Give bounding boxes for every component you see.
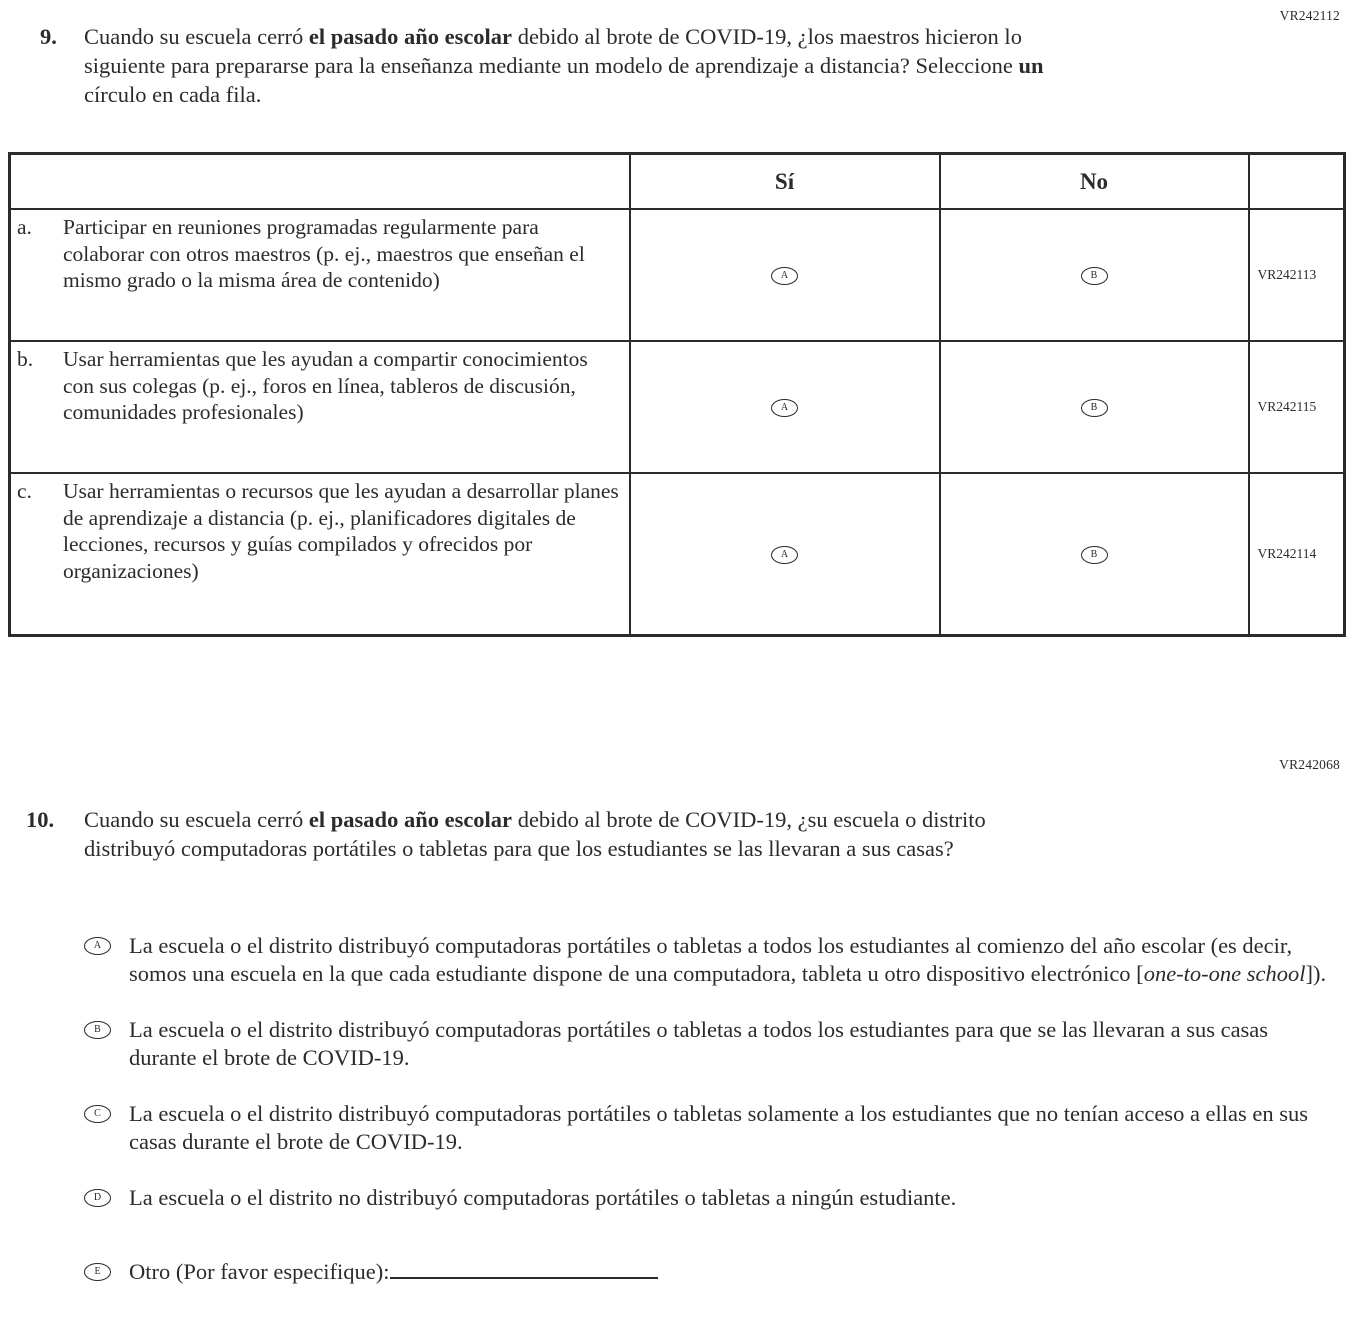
row-text-b: Usar herramientas que les ayudan a compartir conocimientos con sus colegas (p. ej., foros en línea, tableros de discusión, comunidades profesionales) [63,347,588,424]
option-a-text-italic: one-to-one school [1143,961,1306,986]
option-e-text [129,1258,1329,1286]
option-e-label: Otro (Por favor especifique): [129,1259,390,1284]
option-e [84,1258,1329,1286]
no-cell-c [940,473,1249,636]
option-bubble-b-no[interactable]: B [1081,399,1108,417]
option-c-text: La escuela o el distrito distribuyó computadoras portátiles o tabletas solamente a los estudiantes que no tenían acceso a ellas en sus casas durante el brote de COVID-19. [129,1101,1309,1154]
option-bubble-c[interactable]: C [84,1105,111,1123]
item-code-q9: VR242112 [1279,8,1340,23]
q10-text-part-1: Cuando su escuela cerró [84,807,309,832]
statement-c [11,474,629,588]
row-letter-b: b. [17,347,34,371]
option-b-text: La escuela o el distrito distribuyó computadoras portátiles o tabletas a todos los estudiantes para que se las llevaran a sus casas durante el brote de COVID-19. [129,1017,1269,1070]
row-text-c: Usar herramientas o recursos que les ayudan a desarrollar planes de aprendizaje a distancia (p. ej., planificadores digitales de lecciones, recursos y guías compilados y ofrecidos por organizaciones) [63,479,619,583]
row-code-c: VR242114 [1249,473,1345,636]
option-bubble-a-no[interactable]: B [1081,267,1108,285]
header-yes: Sí [630,154,940,210]
no-cell-b [940,341,1249,473]
option-bubble-c-yes[interactable]: A [771,546,798,564]
table-row-c [10,473,1345,636]
option-bubble-c-no[interactable]: B [1081,546,1108,564]
question-10-number: 10. [26,807,55,832]
yes-cell-b [630,341,940,473]
option-b [84,1016,1329,1072]
q9-text-part-3: círculo en cada fila. [84,82,262,107]
question-9 [40,22,1050,109]
option-bubble-d[interactable]: D [84,1189,111,1207]
header-no: No [940,154,1249,210]
statement-b [11,342,629,430]
q9-text-part-2: debido al brote de COVID-19, ¿los maestros hicieron lo siguiente para prepararse para la enseñanza mediante un modelo de aprendizaje a distancia? Seleccione [84,24,1022,78]
option-bubble-e[interactable]: E [84,1263,111,1281]
header-empty-cell [10,154,630,210]
option-a [84,932,1329,988]
question-10-options [84,932,1329,1314]
option-a-text [129,932,1329,988]
option-d-text: La escuela o el distrito no distribuyó computadoras portátiles o tabletas a ningún estudiante. [129,1185,957,1210]
q9-text-bold-1: el pasado año escolar [308,24,513,49]
q10-text-part-2: debido al brote de COVID-19, ¿su escuela o distrito distribuyó computadoras portátiles o tabletas para que los estudiantes se las llevaran a sus casas? [84,807,986,861]
question-9-number: 9. [40,24,57,49]
option-bubble-b[interactable]: B [84,1021,111,1039]
yes-cell-c [630,473,940,636]
q9-text-part-1: Cuando su escuela cerró [84,24,309,49]
row-code-a: VR242113 [1249,209,1345,341]
option-d [84,1184,1329,1212]
q10-text-bold-1: el pasado año escolar [308,807,513,832]
option-a-text-part-1: La escuela o el distrito distribuyó computadoras portátiles o tabletas a todos los estudiantes al comienzo del año escolar (es decir, somos una escuela en la que cada estudiante dispone de una computadora, tableta u otro dispositivo electrónico [ [129,933,1293,986]
statement-cell-b [10,341,630,473]
statement-a [11,210,629,298]
header-code-cell [1249,154,1345,210]
option-bubble-a-yes[interactable]: A [771,267,798,285]
q9-text-bold-2: un [1018,53,1044,78]
no-cell-a [940,209,1249,341]
question-9-text [84,22,1050,109]
option-bubble-a[interactable]: A [84,937,111,955]
question-10 [26,805,1026,863]
statement-cell-a [10,209,630,341]
table-row-b [10,341,1345,473]
option-bubble-b-yes[interactable]: A [771,399,798,417]
option-c [84,1100,1329,1156]
row-letter-a: a. [17,215,32,239]
row-code-b: VR242115 [1249,341,1345,473]
option-a-text-part-2: ]). [1305,961,1327,986]
table-header-row [10,154,1345,210]
item-code-q10: VR242068 [1279,757,1340,772]
question-9-table [8,152,1346,637]
yes-cell-a [630,209,940,341]
row-letter-c: c. [17,479,32,503]
table-row-a [10,209,1345,341]
statement-cell-c [10,473,630,636]
row-text-a: Participar en reuniones programadas regularmente para colaborar con otros maestros (p. ej., maestros que enseñan el mismo grado o la misma área de contenido) [63,215,585,292]
question-10-text [84,805,1026,863]
specify-blank-line[interactable] [390,1259,658,1279]
